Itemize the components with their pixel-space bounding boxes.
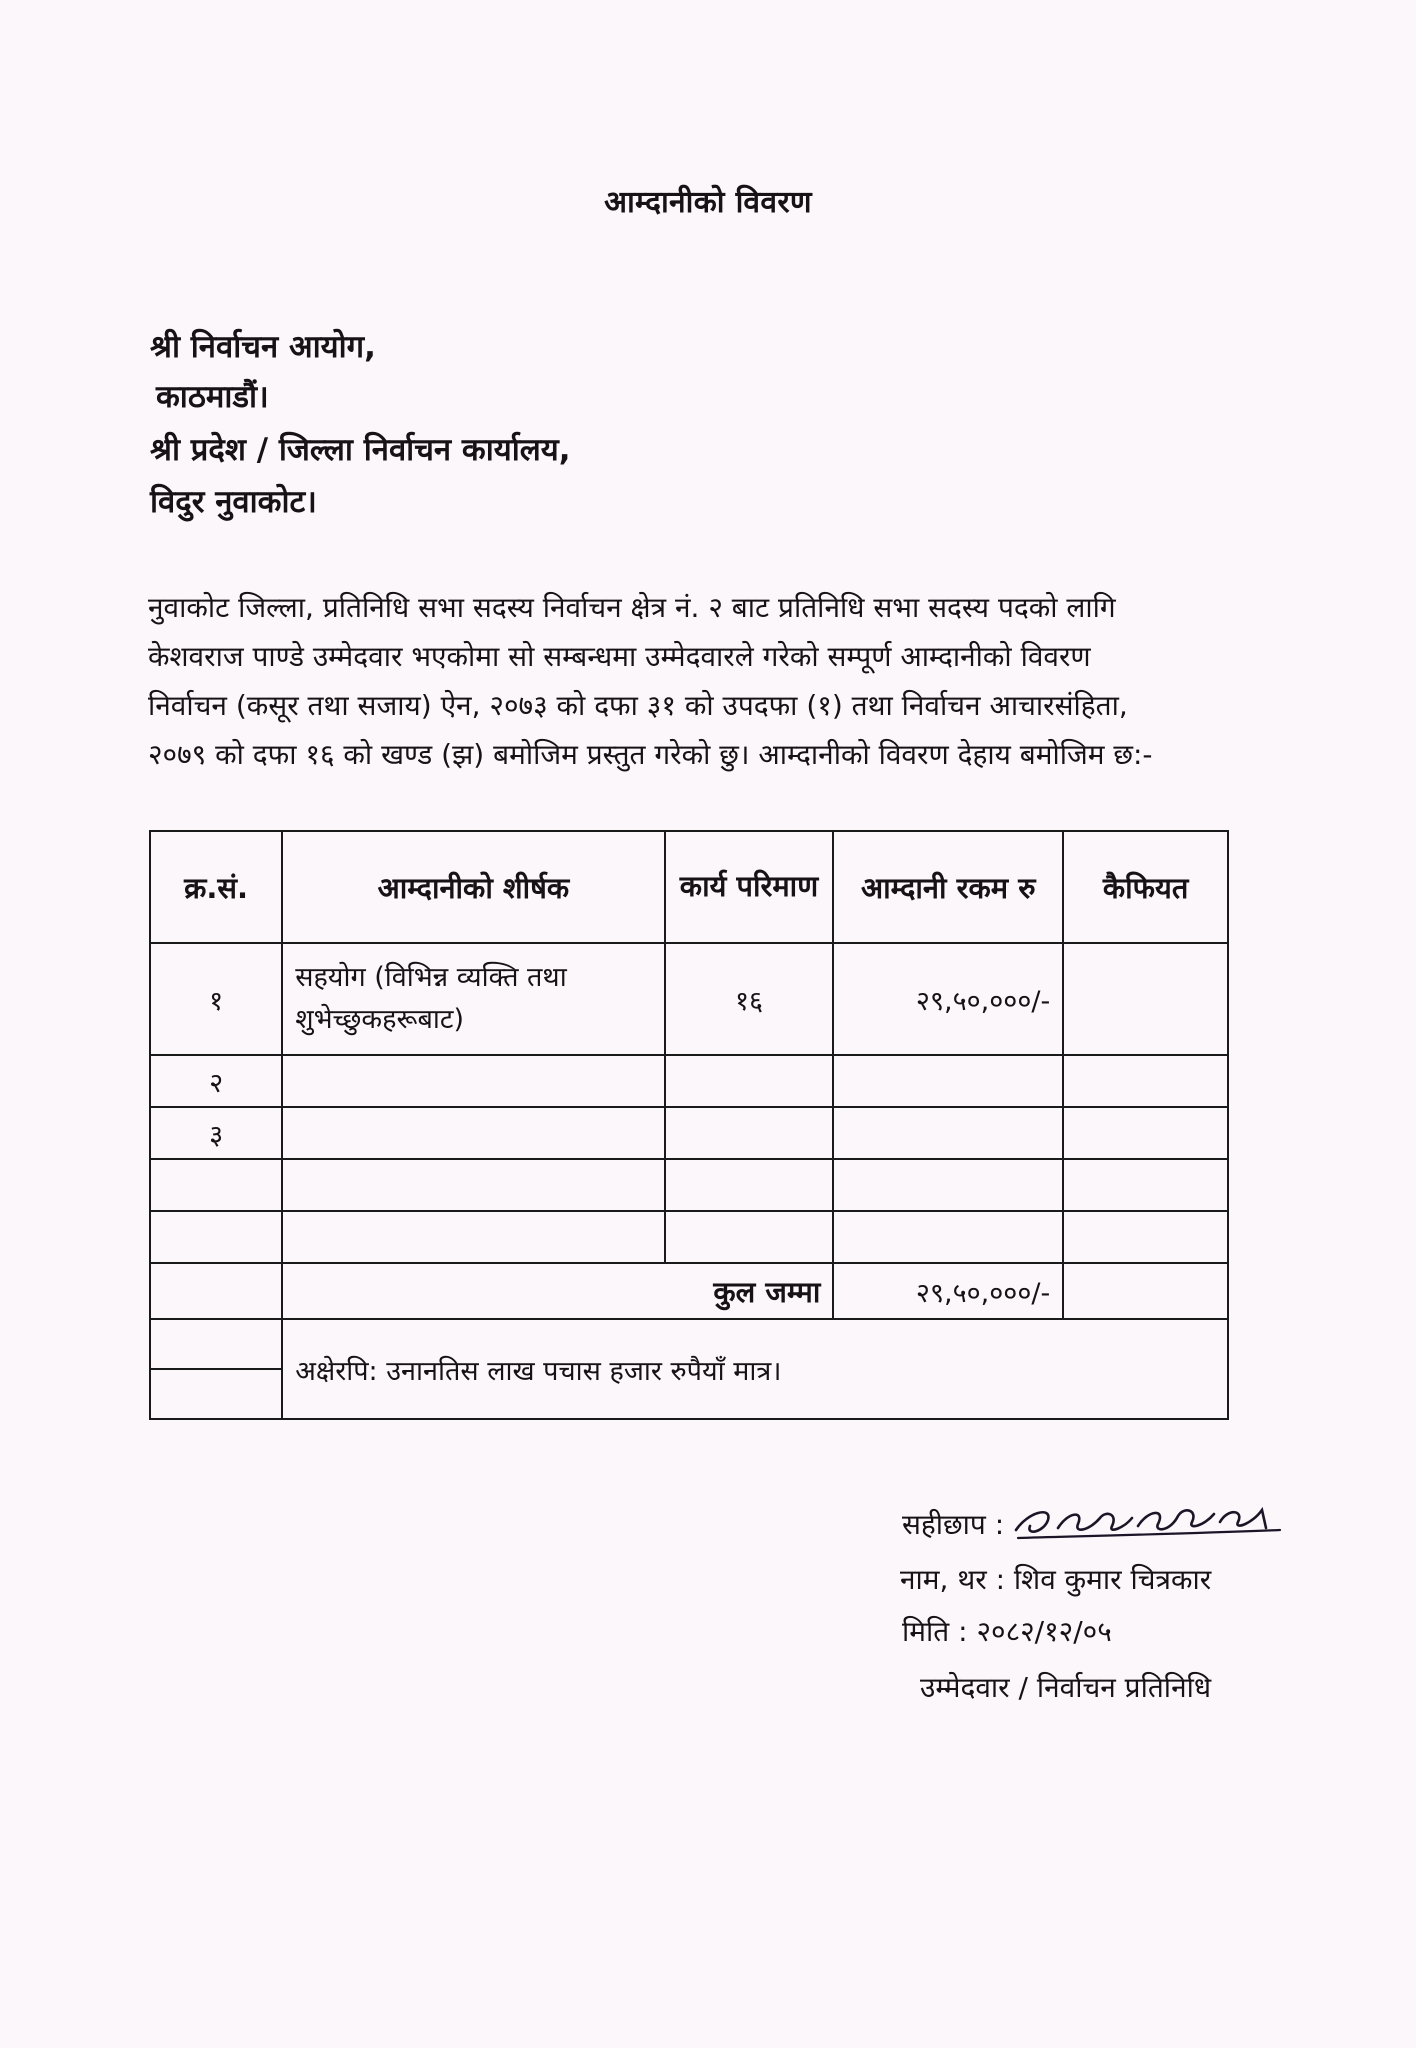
document-title: आम्दानीको विवरण <box>604 185 812 220</box>
address-line-4: विदुर नुवाकोट। <box>150 484 317 520</box>
table-row <box>150 1107 1228 1159</box>
signatory-name: नाम, थर : शिव कुमार चित्रकार <box>900 1563 1212 1596</box>
body-line-4: २०७९ को दफा १६ को खण्ड (झ) बमोजिम प्रस्तुत गरेको छु। आम्दानीको विवरण देहाय बमोजिम छ:- <box>148 738 1153 771</box>
header-remarks: कैफियत <box>1063 831 1228 943</box>
header-sn: क्र.सं. <box>150 831 282 943</box>
body-line-3: निर्वाचन (कसूर तथा सजाय) ऐन, २०७३ को दफा ३१ को उपदफा (१) तथा निर्वाचन आचारसंहिता, <box>148 689 1128 722</box>
row1-sn: १ <box>150 943 282 1055</box>
amount-in-words: अक्षेरपि: उनानतिस लाख पचास हजार रुपैयाँ मात्र। <box>282 1319 1228 1419</box>
table-row <box>150 1159 1228 1211</box>
income-table <box>149 830 1229 1420</box>
body-line-1: नुवाकोट जिल्ला, प्रतिनिधि सभा सदस्य निर्वाचन क्षेत्र नं. २ बाट प्रतिनिधि सभा सदस्य पदको लागि <box>148 591 1116 624</box>
in-words-row <box>150 1319 1228 1369</box>
table-header-row <box>150 831 1228 943</box>
table-row <box>150 943 1228 1055</box>
row2-sn: २ <box>150 1055 282 1107</box>
address-line-2: काठमाडौं। <box>156 379 269 415</box>
row1-remarks <box>1063 943 1228 1055</box>
header-amount: आम्दानी रकम रु <box>833 831 1063 943</box>
row1-work: १६ <box>665 943 834 1055</box>
signature-image <box>1008 1492 1288 1556</box>
address-line-3: श्री प्रदेश / जिल्ला निर्वाचन कार्यालय, <box>150 432 571 468</box>
row1-title: सहयोग (विभिन्न व्यक्ति तथा शुभेच्छुकहरूबाट) <box>282 943 664 1055</box>
header-work: कार्य परिमाण <box>665 831 834 943</box>
row3-sn: ३ <box>150 1107 282 1159</box>
address-line-1: श्री निर्वाचन आयोग, <box>150 329 376 365</box>
row1-amount: २९,५०,०००/- <box>833 943 1063 1055</box>
body-paragraph <box>148 583 1268 779</box>
total-label: कुल जम्मा <box>282 1263 833 1319</box>
signatory-role: उम्मेदवार / निर्वाचन प्रतिनिधि <box>920 1671 1212 1704</box>
signature-date: मिति : २०८२/१२/०५ <box>902 1615 1112 1648</box>
total-row <box>150 1263 1228 1319</box>
total-amount: २९,५०,०००/- <box>833 1263 1063 1319</box>
signature-label: सहीछाप : <box>902 1508 1005 1541</box>
header-title: आम्दानीको शीर्षक <box>282 831 664 943</box>
table-row <box>150 1211 1228 1263</box>
table-row <box>150 1055 1228 1107</box>
body-line-2: केशवराज पाण्डे उम्मेदवार भएकोमा सो सम्बन्धमा उम्मेदवारले गरेको सम्पूर्ण आम्दानीको विवरण <box>148 640 1091 673</box>
